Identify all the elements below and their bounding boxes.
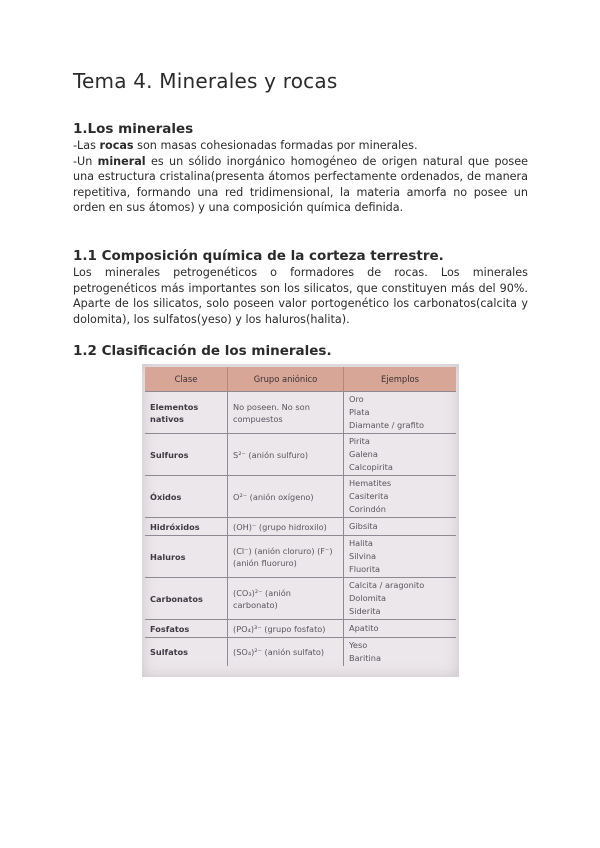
ejemplo-item: Oro — [349, 394, 364, 404]
table-row — [145, 638, 456, 667]
ejemplo-item: Apatito — [349, 623, 379, 633]
ejemplo-item: Halita — [349, 538, 373, 548]
cell-clase: Sulfuros — [145, 434, 228, 476]
section-heading-composicion: 1.1 Composición química de la corteza terrestre. — [73, 248, 444, 264]
table-row — [145, 392, 456, 434]
cell-grupo-anionico: S²⁻ (anión sulfuro) — [228, 434, 344, 476]
cell-ejemplos — [344, 392, 457, 434]
ejemplo-item: Diamante / grafito — [349, 420, 424, 430]
cell-grupo-anionico: (PO₄)³⁻ (grupo fosfato) — [228, 620, 344, 638]
cell-clase: Sulfatos — [145, 638, 228, 667]
table-row — [145, 518, 456, 536]
cell-grupo-anionico: (Cl⁻) (anión cloruro) (F⁻) (anión fluoruro) — [228, 536, 344, 578]
header-ejemplos: Ejemplos — [344, 367, 457, 392]
table-row — [145, 434, 456, 476]
cell-ejemplos — [344, 518, 457, 536]
table-body — [145, 392, 456, 667]
table-row — [145, 578, 456, 620]
cell-grupo-anionico: O²⁻ (anión oxígeno) — [228, 476, 344, 518]
cell-grupo-anionico: No poseen. No son compuestos — [228, 392, 344, 434]
ejemplo-item: Hematites — [349, 478, 392, 488]
ejemplo-item: Calcita / aragonito — [349, 580, 425, 590]
ejemplo-item: Siderita — [349, 606, 381, 616]
cell-ejemplos — [344, 620, 457, 638]
ejemplo-item: Gibsita — [349, 521, 378, 531]
cell-clase: Haluros — [145, 536, 228, 578]
cell-grupo-anionico: (SO₄)²⁻ (anión sulfato) — [228, 638, 344, 667]
ejemplo-item: Silvina — [349, 551, 377, 561]
ejemplo-item: Casiterita — [349, 491, 389, 501]
ejemplo-item: Corindón — [349, 504, 386, 514]
cell-ejemplos — [344, 536, 457, 578]
table-row — [145, 620, 456, 638]
ejemplo-item: Baritina — [349, 653, 381, 663]
minerals-table-photo — [142, 364, 459, 677]
cell-clase: Carbonatos — [145, 578, 228, 620]
section-heading-los-minerales: 1.Los minerales — [73, 121, 194, 137]
cell-grupo-anionico: (CO₃)²⁻ (anión carbonato) — [228, 578, 344, 620]
header-grupo-anionico: Grupo aniónico — [228, 367, 344, 392]
cell-clase: Fosfatos — [145, 620, 228, 638]
ejemplo-item: Yeso — [349, 640, 368, 650]
ejemplo-item: Galena — [349, 449, 378, 459]
ejemplo-item: Calcopirita — [349, 462, 393, 472]
ejemplo-item: Plata — [349, 407, 370, 417]
ejemplo-item: Pirita — [349, 436, 370, 446]
page-title: Tema 4. Minerales y rocas — [73, 69, 338, 93]
cell-grupo-anionico: (OH)⁻ (grupo hidroxilo) — [228, 518, 344, 536]
header-clase: Clase — [145, 367, 228, 392]
mineral-definition: -Un mineral es un sólido inorgánico homogéneo de origen natural que posee una estructura cristalina(presenta átomos perfectamente ordenados, de manera repetitiva, formando una red tridimensional, la materia amorfa no posee un orden en sus átomos) y una composición química definida. — [73, 154, 528, 214]
table-row — [145, 536, 456, 578]
cell-clase: Óxidos — [145, 476, 228, 518]
ejemplo-item: Dolomita — [349, 593, 387, 603]
cell-ejemplos — [344, 578, 457, 620]
minerals-classification-table — [145, 367, 456, 666]
cell-ejemplos — [344, 638, 457, 667]
cell-clase: Hidróxidos — [145, 518, 228, 536]
cell-ejemplos — [344, 434, 457, 476]
table-row — [145, 476, 456, 518]
section-paragraph-los-minerales — [73, 138, 528, 216]
section-heading-clasificacion: 1.2 Clasificación de los minerales. — [73, 343, 332, 359]
rocas-definition: -Las rocas son masas cohesionadas formadas por minerales. — [73, 139, 418, 152]
table-header-row — [145, 367, 456, 392]
cell-ejemplos — [344, 476, 457, 518]
section-paragraph-composicion: Los minerales petrogenéticos o formadores de rocas. Los minerales petrogenéticos más importantes son los silicatos, que constituyen más del 90%. Aparte de los silicatos, solo poseen valor portogenético los carbonatos(calcita y dolomita), los sulfatos(yeso) y los haluros(halita). — [73, 266, 528, 326]
ejemplo-item: Fluorita — [349, 564, 381, 574]
cell-clase: Elementos nativos — [145, 392, 228, 434]
